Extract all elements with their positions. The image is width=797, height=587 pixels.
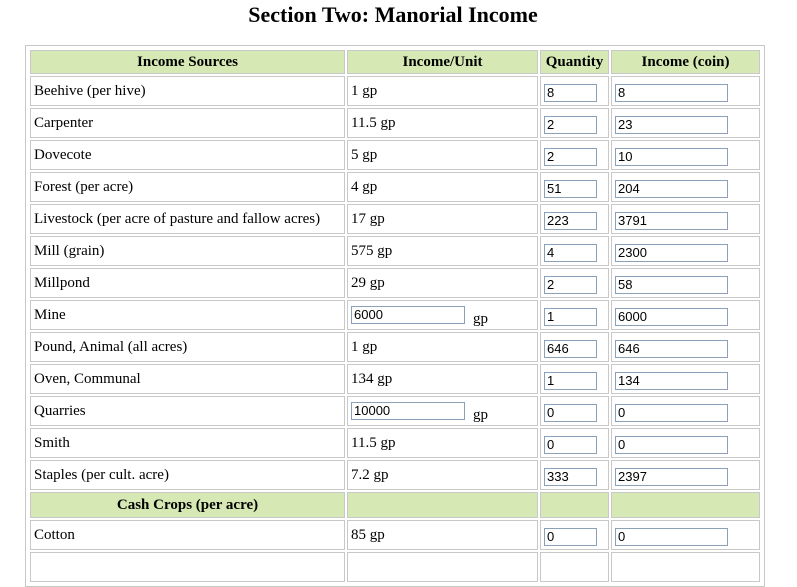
- table-row: [30, 396, 760, 426]
- income-input[interactable]: [615, 372, 728, 390]
- table-row: [30, 140, 760, 170]
- unit-suffix: gp: [473, 407, 488, 424]
- header-row: [30, 50, 760, 74]
- row-label: Cotton: [30, 520, 345, 550]
- table-row: [30, 364, 760, 394]
- row-label: Livestock (per acre of pasture and fallow acres): [30, 204, 345, 234]
- income-input[interactable]: [615, 244, 728, 262]
- row-label: Staples (per cult. acre): [30, 460, 345, 490]
- row-label: Forest (per acre): [30, 172, 345, 202]
- income-input[interactable]: [615, 212, 728, 230]
- quantity-input[interactable]: [544, 372, 597, 390]
- income-table: [28, 48, 762, 584]
- header-income-unit: Income/Unit: [347, 50, 538, 74]
- table-row: [30, 76, 760, 106]
- quantity-input[interactable]: [544, 84, 597, 102]
- row-label: Mine: [30, 300, 345, 330]
- quantity-input[interactable]: [544, 180, 597, 198]
- header-income-coin: Income (coin): [611, 50, 760, 74]
- row-unit: 85 gp: [347, 520, 538, 550]
- mine-unit-input[interactable]: [351, 306, 465, 324]
- table-row: [30, 300, 760, 330]
- row-unit: 7.2 gp: [347, 460, 538, 490]
- table-row: [30, 236, 760, 266]
- row-label: Smith: [30, 428, 345, 458]
- income-input[interactable]: [615, 528, 728, 546]
- row-label: Beehive (per hive): [30, 76, 345, 106]
- quantity-input[interactable]: [544, 212, 597, 230]
- income-input[interactable]: [615, 148, 728, 166]
- income-table-frame: [25, 45, 765, 587]
- header-quantity: Quantity: [540, 50, 609, 74]
- income-input[interactable]: [615, 404, 728, 422]
- quantity-input[interactable]: [544, 244, 597, 262]
- income-input[interactable]: [615, 276, 728, 294]
- quantity-input[interactable]: [544, 528, 597, 546]
- section-header-cash-crops: Cash Crops (per acre): [30, 492, 345, 518]
- row-label: Quarries: [30, 396, 345, 426]
- quantity-input[interactable]: [544, 468, 597, 486]
- income-input[interactable]: [615, 468, 728, 486]
- table-row: [30, 172, 760, 202]
- page-title: Section Two: Manorial Income: [248, 2, 538, 27]
- row-label: Millpond: [30, 268, 345, 298]
- row-unit: 1 gp: [347, 332, 538, 362]
- row-label: Pound, Animal (all acres): [30, 332, 345, 362]
- quarries-unit-input[interactable]: [351, 402, 465, 420]
- row-unit: 11.5 gp: [347, 428, 538, 458]
- row-unit: 17 gp: [347, 204, 538, 234]
- row-label: Dovecote: [30, 140, 345, 170]
- row-unit: 575 gp: [347, 236, 538, 266]
- quantity-input[interactable]: [544, 340, 597, 358]
- quantity-input[interactable]: [544, 436, 597, 454]
- row-unit: 11.5 gp: [347, 108, 538, 138]
- header-income-sources: Income Sources: [30, 50, 345, 74]
- quantity-input[interactable]: [544, 404, 597, 422]
- row-label: Carpenter: [30, 108, 345, 138]
- row-unit: 5 gp: [347, 140, 538, 170]
- table-row: [30, 108, 760, 138]
- income-input[interactable]: [615, 436, 728, 454]
- section-header-row: [30, 492, 760, 518]
- row-unit: 29 gp: [347, 268, 538, 298]
- row-unit: 1 gp: [347, 76, 538, 106]
- quantity-input[interactable]: [544, 148, 597, 166]
- quantity-input[interactable]: [544, 276, 597, 294]
- row-label: Mill (grain): [30, 236, 345, 266]
- table-row: [30, 520, 760, 550]
- income-input[interactable]: [615, 116, 728, 134]
- table-row: [30, 268, 760, 298]
- row-unit: 134 gp: [347, 364, 538, 394]
- table-row: [30, 204, 760, 234]
- table-row: [30, 332, 760, 362]
- income-input[interactable]: [615, 308, 728, 326]
- row-unit: 4 gp: [347, 172, 538, 202]
- income-input[interactable]: [615, 84, 728, 102]
- table-row: [30, 460, 760, 490]
- income-input[interactable]: [615, 180, 728, 198]
- row-label: Oven, Communal: [30, 364, 345, 394]
- quantity-input[interactable]: [544, 308, 597, 326]
- income-input[interactable]: [615, 340, 728, 358]
- table-row: [30, 552, 760, 582]
- unit-suffix: gp: [473, 311, 488, 328]
- quantity-input[interactable]: [544, 116, 597, 134]
- table-row: [30, 428, 760, 458]
